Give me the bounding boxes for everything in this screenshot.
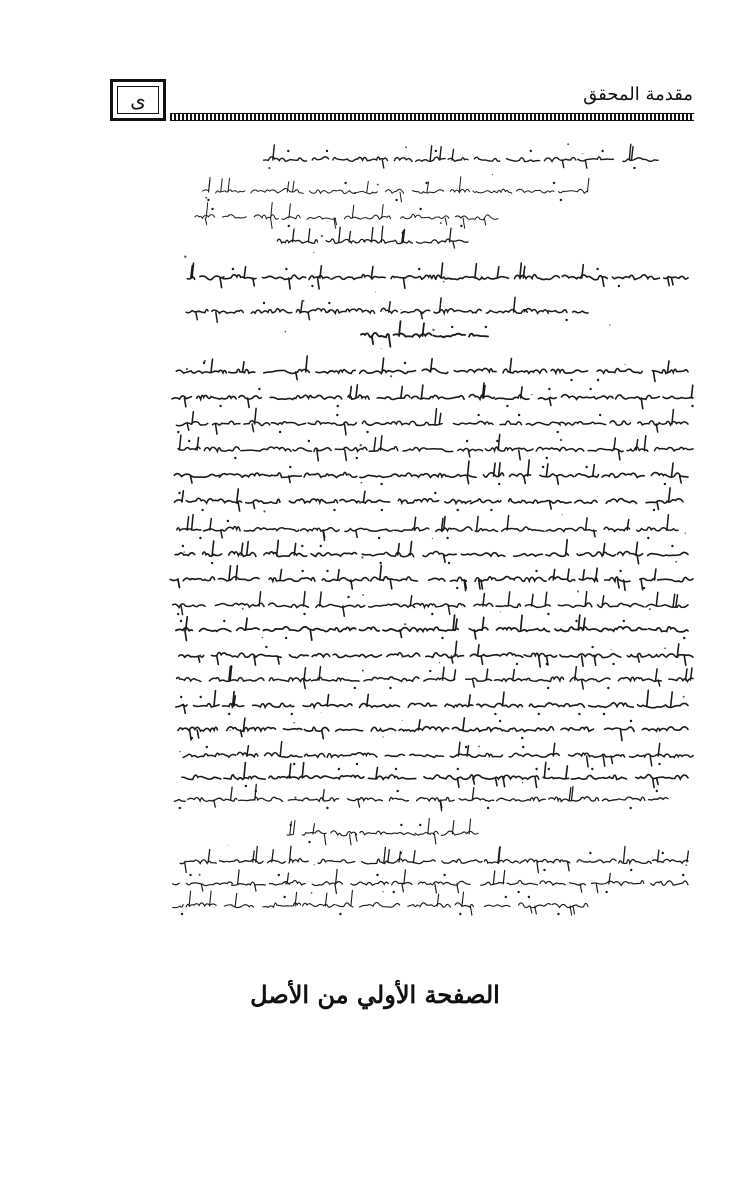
scan-speckle xyxy=(198,312,199,313)
scan-speckle xyxy=(205,197,207,199)
scan-speckle xyxy=(444,337,446,339)
scan-speckle xyxy=(685,533,686,534)
manuscript-line xyxy=(174,784,668,811)
scan-speckle xyxy=(230,730,231,731)
scan-speckle xyxy=(179,751,180,752)
manuscript-line xyxy=(187,263,688,289)
scan-speckle xyxy=(375,292,376,293)
scan-speckle xyxy=(227,845,228,846)
handwriting-scan xyxy=(168,140,700,940)
page-number: ى xyxy=(130,88,146,112)
scan-speckle xyxy=(649,608,651,610)
scan-speckle xyxy=(381,348,382,349)
manuscript-line xyxy=(176,356,688,381)
running-header-title: مقدمة المحقق xyxy=(583,84,693,105)
manuscript-line xyxy=(174,488,683,511)
manuscript-line xyxy=(177,666,693,689)
scan-speckle xyxy=(625,364,626,365)
scan-speckle xyxy=(362,670,364,672)
scan-speckle xyxy=(184,256,186,258)
scan-speckle xyxy=(685,864,687,866)
scan-speckle xyxy=(500,611,501,612)
scan-speckle xyxy=(377,184,379,186)
scan-speckle xyxy=(611,649,612,650)
scan-speckle xyxy=(683,696,685,698)
scan-speckle xyxy=(478,746,480,748)
scan-speckle xyxy=(200,654,202,656)
scan-speckle xyxy=(263,510,265,512)
scan-speckle xyxy=(303,300,305,302)
manuscript-line xyxy=(183,742,693,767)
scan-speckle xyxy=(311,892,313,894)
scan-speckle xyxy=(184,551,185,552)
manuscript-line xyxy=(195,203,498,229)
manuscript-line xyxy=(176,690,688,715)
scan-speckle xyxy=(383,891,384,892)
manuscript-line xyxy=(264,144,658,169)
scan-speckle xyxy=(609,324,610,325)
scan-speckle xyxy=(443,281,445,283)
manuscript-line xyxy=(203,177,589,202)
manuscript-line xyxy=(173,869,688,893)
scan-speckle xyxy=(390,375,392,377)
scan-speckle xyxy=(285,882,287,884)
scan-speckle xyxy=(360,444,362,446)
manuscript-line xyxy=(173,592,688,617)
scan-speckle xyxy=(321,712,322,713)
scan-speckle xyxy=(405,146,407,148)
scan-speckle xyxy=(567,143,569,145)
scan-speckle xyxy=(432,538,433,539)
scan-speckle xyxy=(314,864,315,865)
manuscript-line xyxy=(361,321,488,347)
scan-speckle xyxy=(362,594,364,596)
scan-speckle xyxy=(402,720,403,721)
scan-speckle xyxy=(675,561,677,563)
figure-caption: الصفحة الأولي من الأصل xyxy=(250,980,500,1009)
manuscript-line xyxy=(176,615,688,641)
manuscript-line xyxy=(176,408,688,435)
manuscript-line xyxy=(178,434,693,461)
scan-speckle xyxy=(186,368,188,370)
page-number-box xyxy=(110,79,166,121)
scan-speckle xyxy=(293,722,295,724)
scan-speckle xyxy=(359,501,361,503)
scan-speckle xyxy=(401,309,402,310)
scan-speckle xyxy=(285,331,287,333)
manuscript-line xyxy=(173,891,589,916)
scan-speckle xyxy=(383,736,384,737)
manuscript-line xyxy=(277,226,468,248)
scan-speckle xyxy=(375,337,376,338)
scan-speckle xyxy=(440,222,442,224)
manuscript-line xyxy=(182,762,688,787)
scan-speckle xyxy=(259,529,260,530)
scan-speckle xyxy=(439,662,440,663)
scan-speckle xyxy=(560,439,562,441)
scan-speckle xyxy=(432,329,434,331)
header-decorative-rule xyxy=(170,113,694,121)
manuscript-line xyxy=(180,846,688,872)
scan-speckle xyxy=(404,623,406,625)
scan-speckle xyxy=(199,874,201,876)
manuscript-line xyxy=(186,297,588,322)
scan-speckle xyxy=(262,637,264,639)
scan-speckle xyxy=(313,252,314,253)
scan-speckle xyxy=(268,167,270,169)
manuscript-line xyxy=(172,383,694,409)
scan-speckle xyxy=(577,591,579,593)
scan-speckle xyxy=(562,514,563,515)
scan-speckle xyxy=(204,360,206,362)
scan-speckle xyxy=(180,807,181,808)
scan-speckle xyxy=(361,556,363,558)
scan-speckle xyxy=(321,235,323,237)
scan-speckle xyxy=(531,394,532,395)
scan-speckle xyxy=(294,797,296,799)
manuscript-line xyxy=(170,565,693,590)
scan-speckle xyxy=(521,755,523,757)
scan-speckle xyxy=(242,608,244,610)
manuscript-line xyxy=(174,460,688,485)
scan-speckle xyxy=(492,174,493,175)
scan-speckle xyxy=(582,153,583,154)
manuscript-line xyxy=(178,718,688,741)
scan-speckle xyxy=(361,482,363,484)
scan-speckle xyxy=(664,647,666,649)
scan-speckle xyxy=(522,782,523,783)
manuscript-line xyxy=(287,818,478,844)
manuscript-facsimile-image xyxy=(168,140,700,940)
manuscript-line xyxy=(177,515,678,541)
manuscript-line xyxy=(175,540,688,564)
manuscript-line xyxy=(179,641,693,667)
